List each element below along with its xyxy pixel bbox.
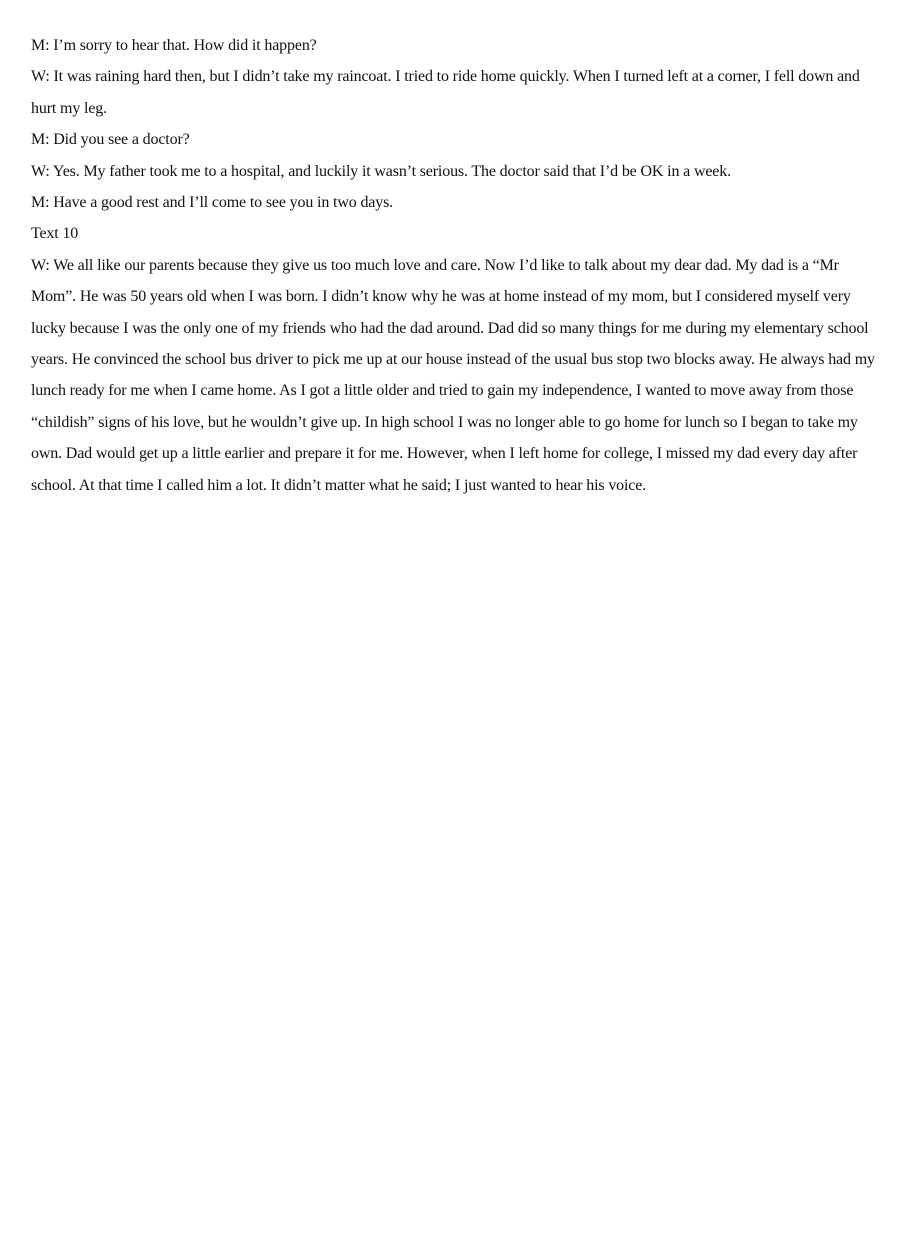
dialogue-line-m-doctor: M: Did you see a doctor?	[31, 131, 190, 149]
dialogue-line-m-sorry: M: I’m sorry to hear that. How did it happen?	[31, 37, 317, 54]
dialogue-line-m-rest: M: Have a good rest and I’ll come to see you in two days.	[31, 194, 394, 212]
document-body	[31, 30, 876, 501]
section-heading-text-10: Text 10	[31, 225, 79, 243]
dialogue-line-w-raining: W: It was raining hard then, but I didn’t take my raincoat. I tried to ride home quickly. When I turned left at a corner, I fell down and hurt my leg.	[31, 68, 860, 117]
monologue-paragraph: W: We all like our parents because they give us too much love and care. Now I’d like to talk about my dear dad. My dad is a “Mr Mom”. He was 50 years old when I was born. I didn’t know why he was at home instead of my mom, but I considered myself very lucky because I was the only one of my friends who had the dad around. Dad did so many things for me during my elementary school years. He convinced the school bus driver to pick me up at our house instead of the usual bus stop two blocks away. He always had my lunch ready for me when I came home. As I got a little older and tried to gain my independence, I wanted to move away from those “childish” signs of his love, but he wouldn’t give up. In high school I was no longer able to go home for lunch so I began to take my own. Dad would get up a little earlier and prepare it for me. However, when I left home for college, I missed my dad every day after school. At that time I called him a lot. It didn’t matter what he said; I just wanted to hear his voice.	[31, 256, 875, 494]
dialogue-line-w-hospital: W: Yes. My father took me to a hospital, and luckily it wasn’t serious. The doctor said that I’d be OK in a week.	[31, 162, 731, 180]
